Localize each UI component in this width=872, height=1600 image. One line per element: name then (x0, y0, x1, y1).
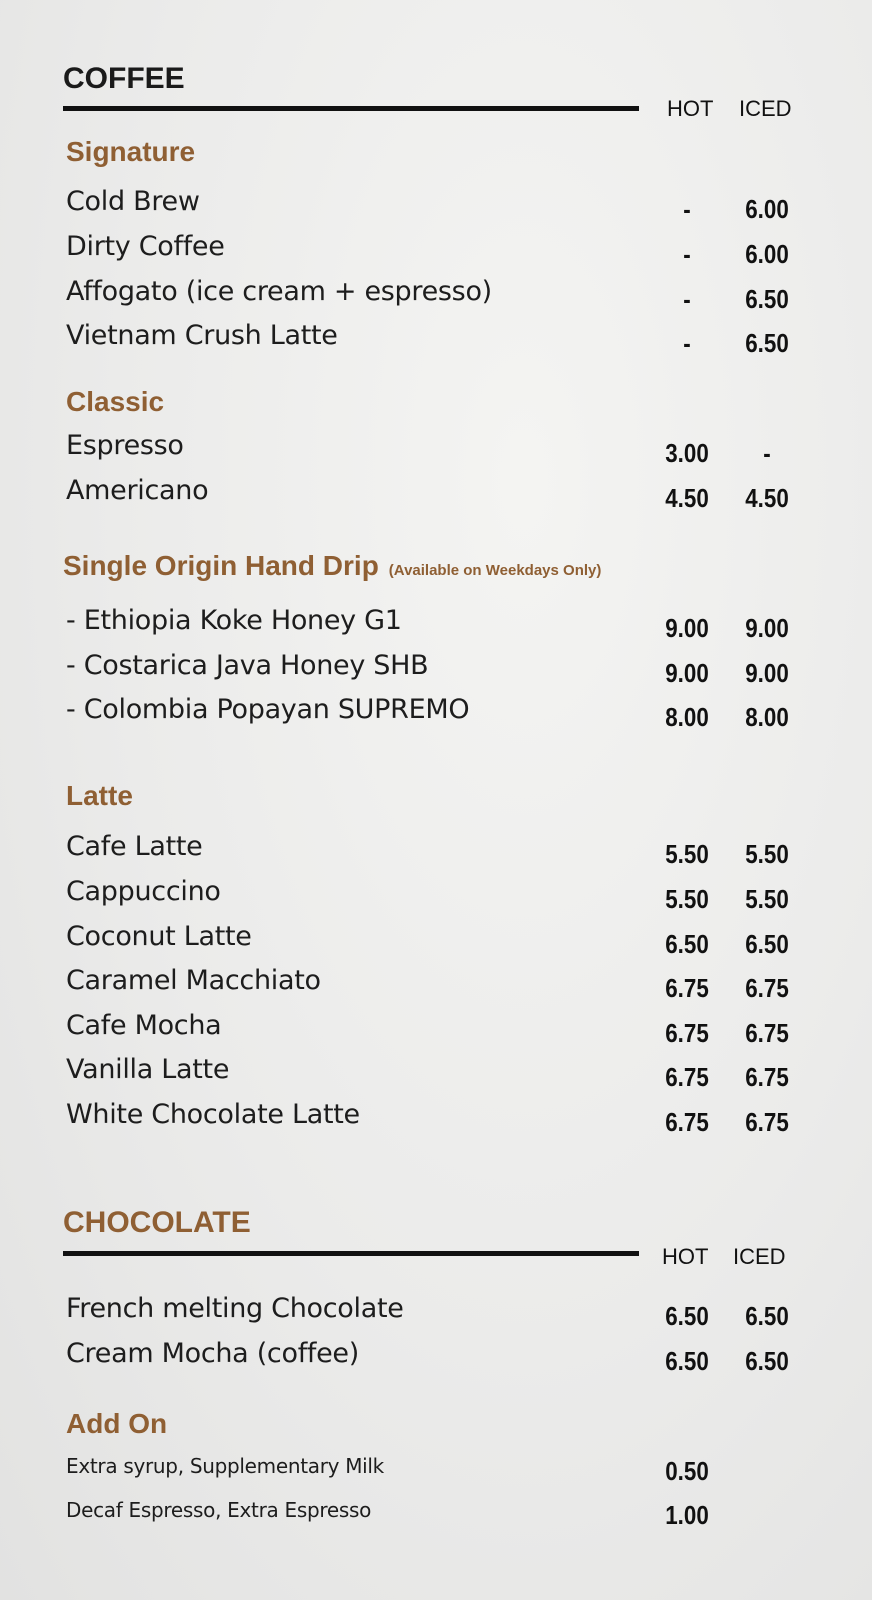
hand-drip-title-text: Single Origin Hand Drip (63, 550, 379, 581)
hot-price: - (683, 284, 691, 314)
signature-title: Signature (66, 136, 196, 167)
iced-price: 6.75 (745, 1062, 789, 1092)
menu-item-name: Vanilla Latte (66, 1054, 230, 1085)
hot-price: 6.75 (665, 1107, 709, 1137)
iced-price: 6.50 (745, 1346, 789, 1376)
menu-item-name: Extra syrup, Supplementary Milk (66, 1454, 384, 1478)
menu-item-name: Americano (66, 475, 209, 506)
hot-price: 5.50 (665, 884, 709, 914)
hot-price: 6.50 (665, 1346, 709, 1376)
chocolate-iced-header: ICED (733, 1244, 786, 1269)
classic-title: Classic (66, 386, 165, 417)
menu-item-name: Decaf Espresso, Extra Espresso (66, 1498, 372, 1522)
iced-price: 8.00 (745, 702, 789, 732)
menu-item-name: White Chocolate Latte (66, 1099, 360, 1130)
iced-price: 6.50 (745, 284, 789, 314)
hot-price: 3.00 (665, 438, 709, 468)
hot-price: 4.50 (665, 483, 709, 513)
menu-item-name: Cold Brew (66, 186, 200, 217)
iced-price: 5.50 (745, 839, 789, 869)
coffee-hot-header: HOT (667, 96, 714, 121)
menu-item-name: Cream Mocha (coffee) (66, 1338, 359, 1369)
add-on-title: Add On (66, 1408, 168, 1439)
menu-item-name: Dirty Coffee (66, 231, 225, 262)
iced-price: 6.50 (745, 1301, 789, 1331)
iced-price: 6.00 (745, 194, 789, 224)
hot-price: 6.75 (665, 1062, 709, 1092)
menu-item-name: Affogato (ice cream + espresso) (66, 276, 492, 307)
iced-price: 6.50 (745, 929, 789, 959)
hot-price: 9.00 (665, 613, 709, 643)
menu-item-name: - Costarica Java Honey SHB (66, 650, 429, 681)
iced-price: 6.75 (745, 1107, 789, 1137)
menu-item-name: French melting Chocolate (66, 1293, 404, 1324)
hot-price: 8.00 (665, 702, 709, 732)
iced-price: 6.00 (745, 239, 789, 269)
hot-price: 6.50 (665, 929, 709, 959)
hot-price: 9.00 (665, 658, 709, 688)
menu-item-name: - Ethiopia Koke Honey G1 (66, 605, 402, 636)
coffee-divider (63, 106, 639, 111)
menu-item-name: Espresso (66, 430, 184, 461)
chocolate-divider (63, 1251, 639, 1256)
hot-price: - (683, 328, 691, 358)
hot-price: 6.75 (665, 1018, 709, 1048)
menu-item-name: Vietnam Crush Latte (66, 320, 338, 351)
add-on-price: 1.00 (665, 1500, 709, 1530)
hand-drip-title (63, 550, 601, 582)
iced-price: 4.50 (745, 483, 789, 513)
iced-price: - (763, 438, 771, 468)
menu-item-name: Coconut Latte (66, 921, 252, 952)
hand-drip-note: (Available on Weekdays Only) (388, 562, 602, 579)
menu-item-name: Caramel Macchiato (66, 965, 321, 996)
menu-item-name: Cafe Mocha (66, 1010, 222, 1041)
menu-item-name: Cappuccino (66, 876, 221, 907)
iced-price: 6.50 (745, 328, 789, 358)
iced-price: 9.00 (745, 658, 789, 688)
hot-price: - (683, 239, 691, 269)
menu-item-name: Cafe Latte (66, 831, 203, 862)
iced-price: 6.75 (745, 1018, 789, 1048)
coffee-iced-header: ICED (739, 96, 792, 121)
hot-price: 6.50 (665, 1301, 709, 1331)
hot-price: 5.50 (665, 839, 709, 869)
latte-title: Latte (66, 780, 133, 811)
iced-price: 9.00 (745, 613, 789, 643)
add-on-price: 0.50 (665, 1456, 709, 1486)
iced-price: 5.50 (745, 884, 789, 914)
hot-price: - (683, 194, 691, 224)
coffee-title: COFFEE (63, 62, 185, 95)
iced-price: 6.75 (745, 973, 789, 1003)
chocolate-title: CHOCOLATE (63, 1206, 251, 1239)
menu-item-name: - Colombia Popayan SUPREMO (66, 694, 470, 725)
hot-price: 6.75 (665, 973, 709, 1003)
chocolate-hot-header: HOT (662, 1244, 709, 1269)
